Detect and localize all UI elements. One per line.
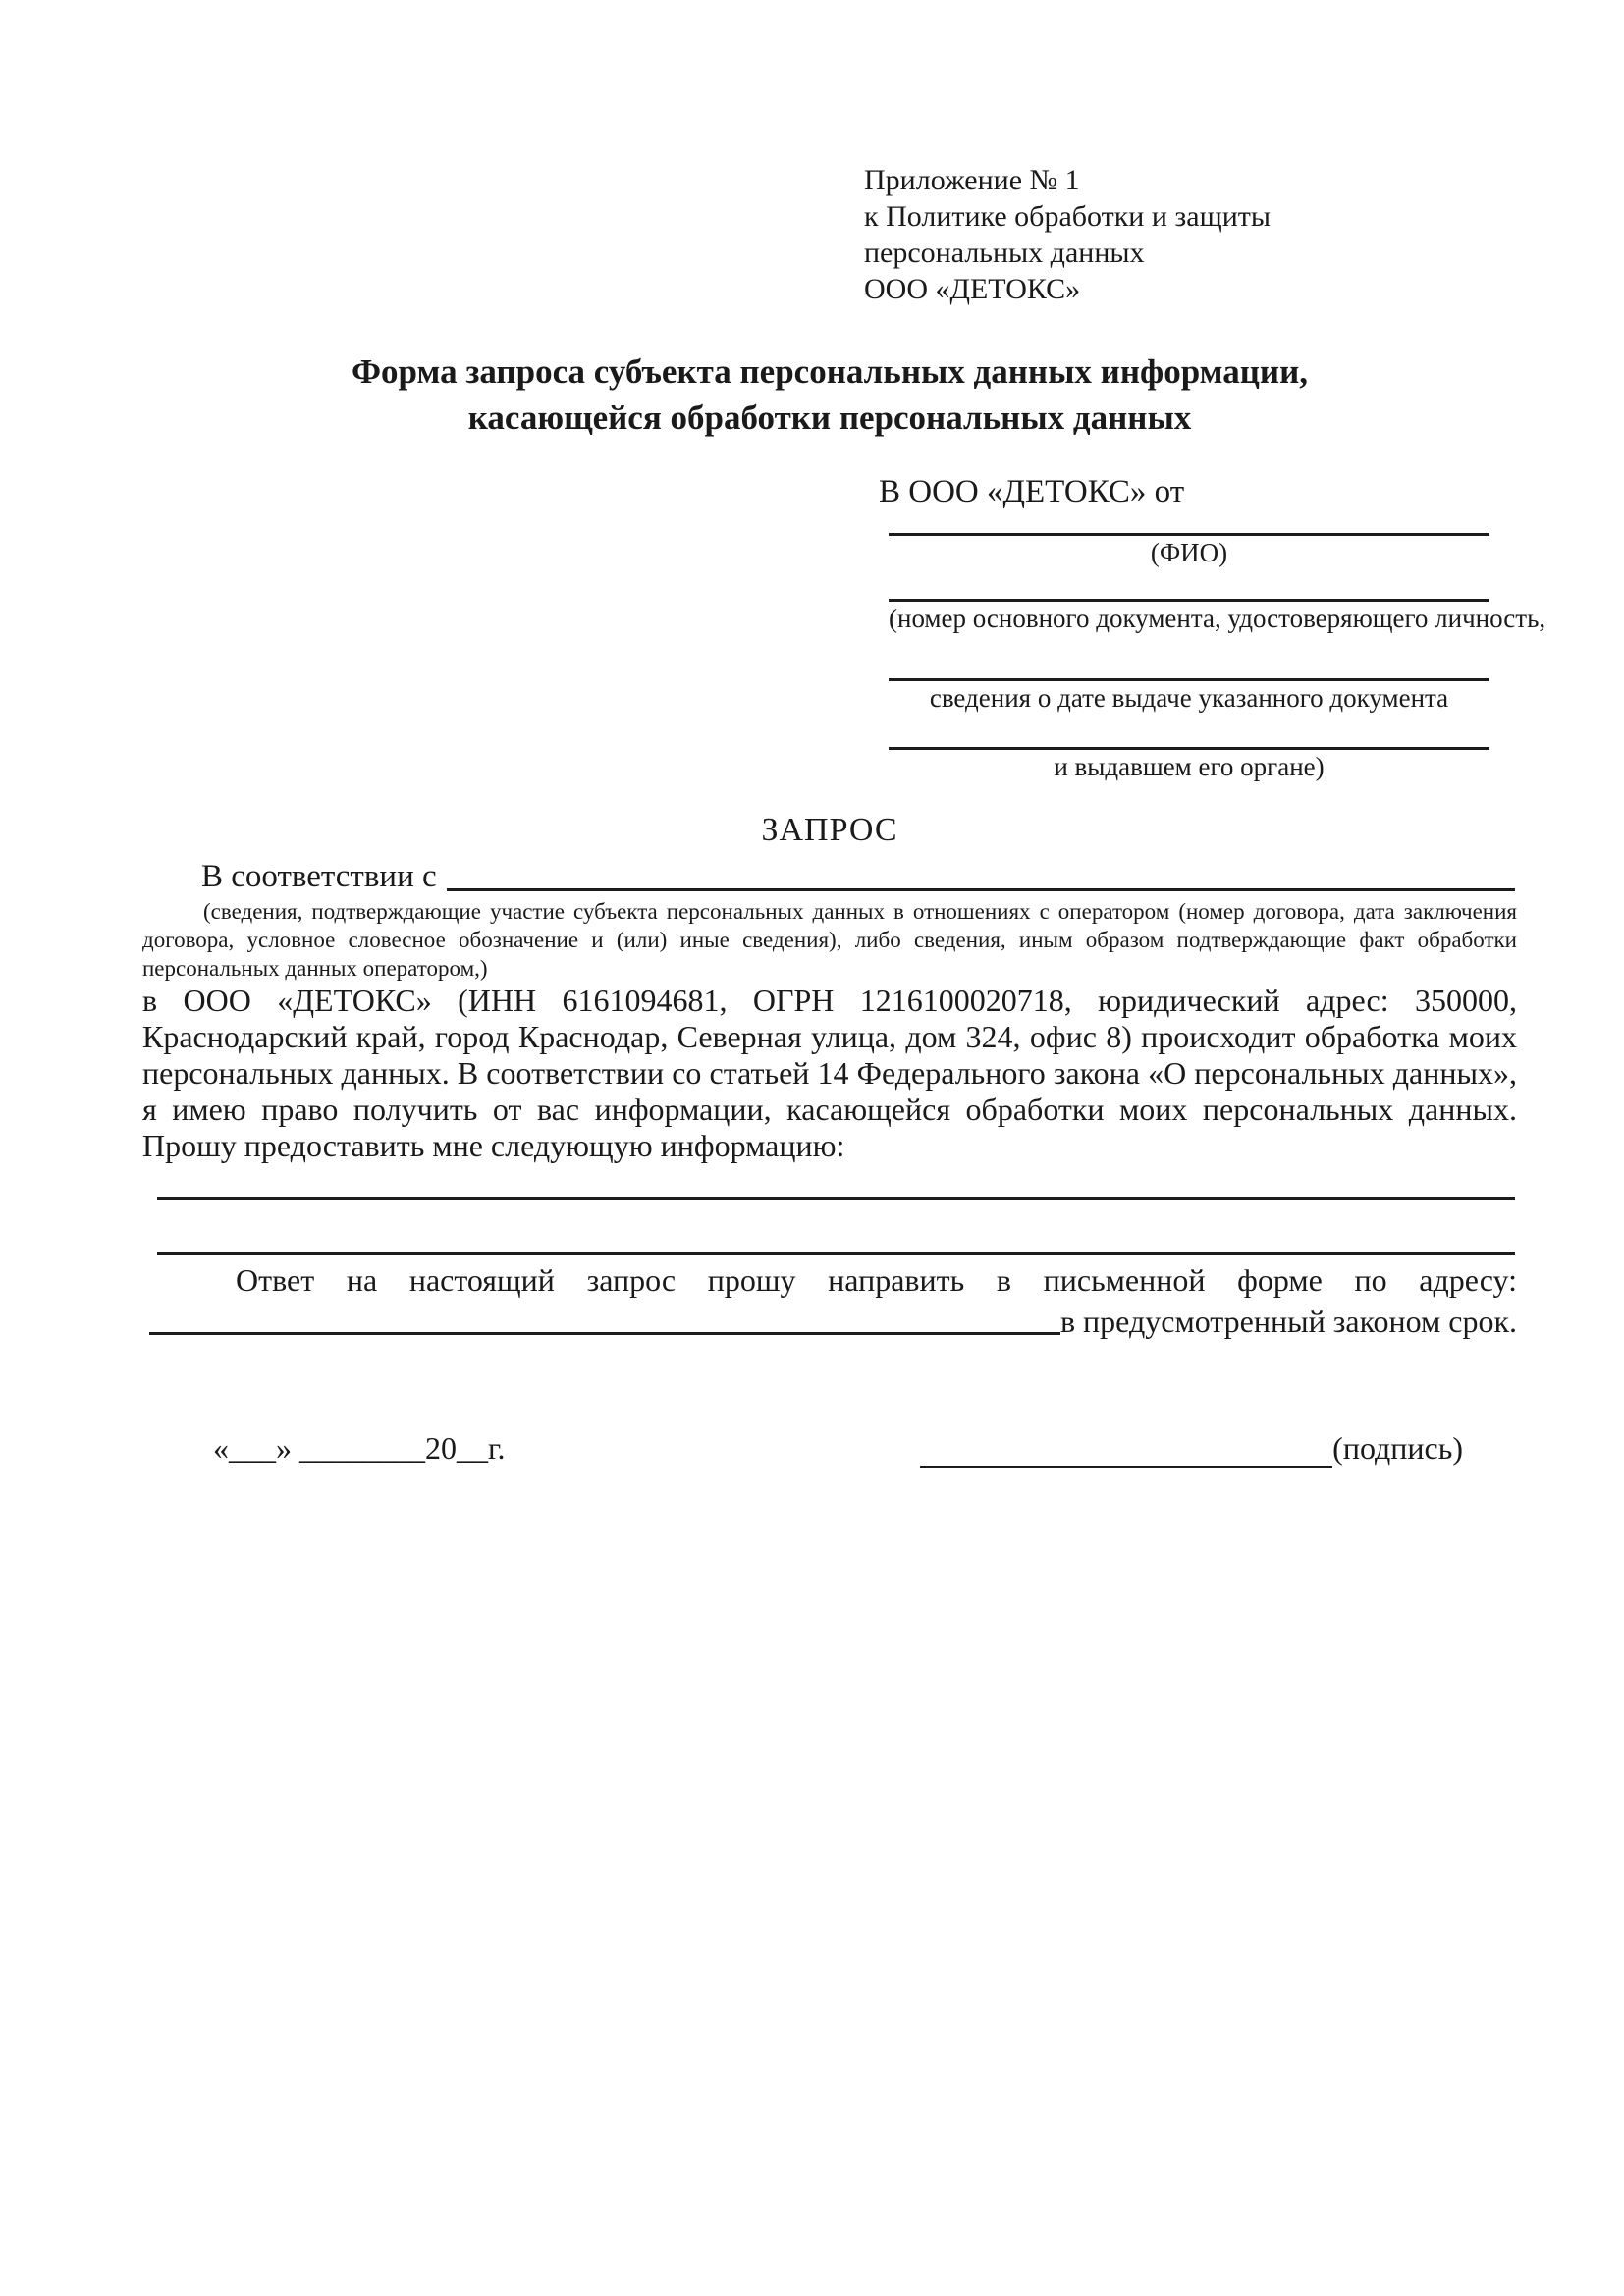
reply-paragraph: Ответ на настоящий запрос прошу направить в письменной форме по адресу: bbox=[236, 1262, 1517, 1298]
signature-group bbox=[920, 1427, 1463, 1468]
appendix-header bbox=[864, 162, 1517, 307]
request-heading: ЗАПРОС bbox=[761, 812, 898, 848]
reply-suffix: в предусмотренный законом срок. bbox=[1059, 1304, 1517, 1339]
intro-row bbox=[142, 856, 1517, 897]
date-line: «___» ________20__г. bbox=[213, 1430, 506, 1466]
issuing-authority-blank-line bbox=[889, 715, 1489, 750]
request-body-paragraph: в ООО «ДЕТОКС» (ИНН 6161094681, ОГРН 1216100020718, юридический адрес: 350000, Краснодарский край, город Краснодар, Северная улица, дом 324, офис 8) происходит обработка моих персональных данных. В соответствии со статьей 14 Федерального закона «О персональных данных», я имею право получить от вас информации, касающейся обработки моих персональных данных. Прошу предоставить мне следующую информацию: bbox=[142, 983, 1517, 1163]
intro-fine-print: (сведения, подтверждающие участие субъекта персональных данных в отношениях с оператором (номер договора, дата заключения договора, условное словесное обозначение и (или) иные сведения), либо сведения, иным образом подтверждающие факт обработки персональных данных оператором,) bbox=[142, 899, 1517, 981]
signature-blank-line bbox=[920, 1432, 1332, 1468]
reply-address-blank-line bbox=[149, 1303, 1060, 1335]
appendix-header-line: к Политике обработки и защиты bbox=[864, 200, 1272, 233]
issue-date-blank-line bbox=[889, 635, 1489, 681]
document-title: Форма запроса субъекта персональных данных информации, касающейся обработки персональных данных bbox=[351, 352, 1309, 437]
intro-prefix: В соответствии с bbox=[201, 859, 437, 894]
issue-date-caption: сведения о дате выдаче указанного документа bbox=[929, 683, 1449, 713]
addressee-to-line: В ООО «ДЕТОКС» от bbox=[879, 474, 1185, 509]
document-number-blank-line bbox=[889, 569, 1489, 602]
issuing-authority-caption: и выдавшем его органе) bbox=[1054, 752, 1325, 781]
fio-caption: (ФИО) bbox=[1150, 538, 1228, 567]
info-blank-line-2 bbox=[157, 1252, 1515, 1255]
intro-blank-line bbox=[447, 859, 1515, 891]
addressee-field-issuing-authority bbox=[889, 715, 1489, 783]
addressee-field-issue-date bbox=[889, 635, 1489, 715]
signature-caption: (подпись) bbox=[1332, 1430, 1463, 1466]
fio-blank-line bbox=[889, 511, 1489, 536]
addressee-field-fio bbox=[889, 511, 1489, 569]
document-number-caption: (номер основного документа, удостоверяющего личность, bbox=[889, 604, 1546, 633]
reply-address-row bbox=[142, 1300, 1517, 1343]
appendix-header-line: персональных данных bbox=[864, 237, 1145, 269]
appendix-header-line: ООО «ДЕТОКС» bbox=[864, 273, 1081, 305]
footer-row bbox=[142, 1427, 1517, 1468]
info-blank-line-1 bbox=[157, 1197, 1515, 1200]
addressee-field-document-number bbox=[889, 569, 1546, 635]
appendix-header-line: Приложение № 1 bbox=[864, 164, 1080, 196]
